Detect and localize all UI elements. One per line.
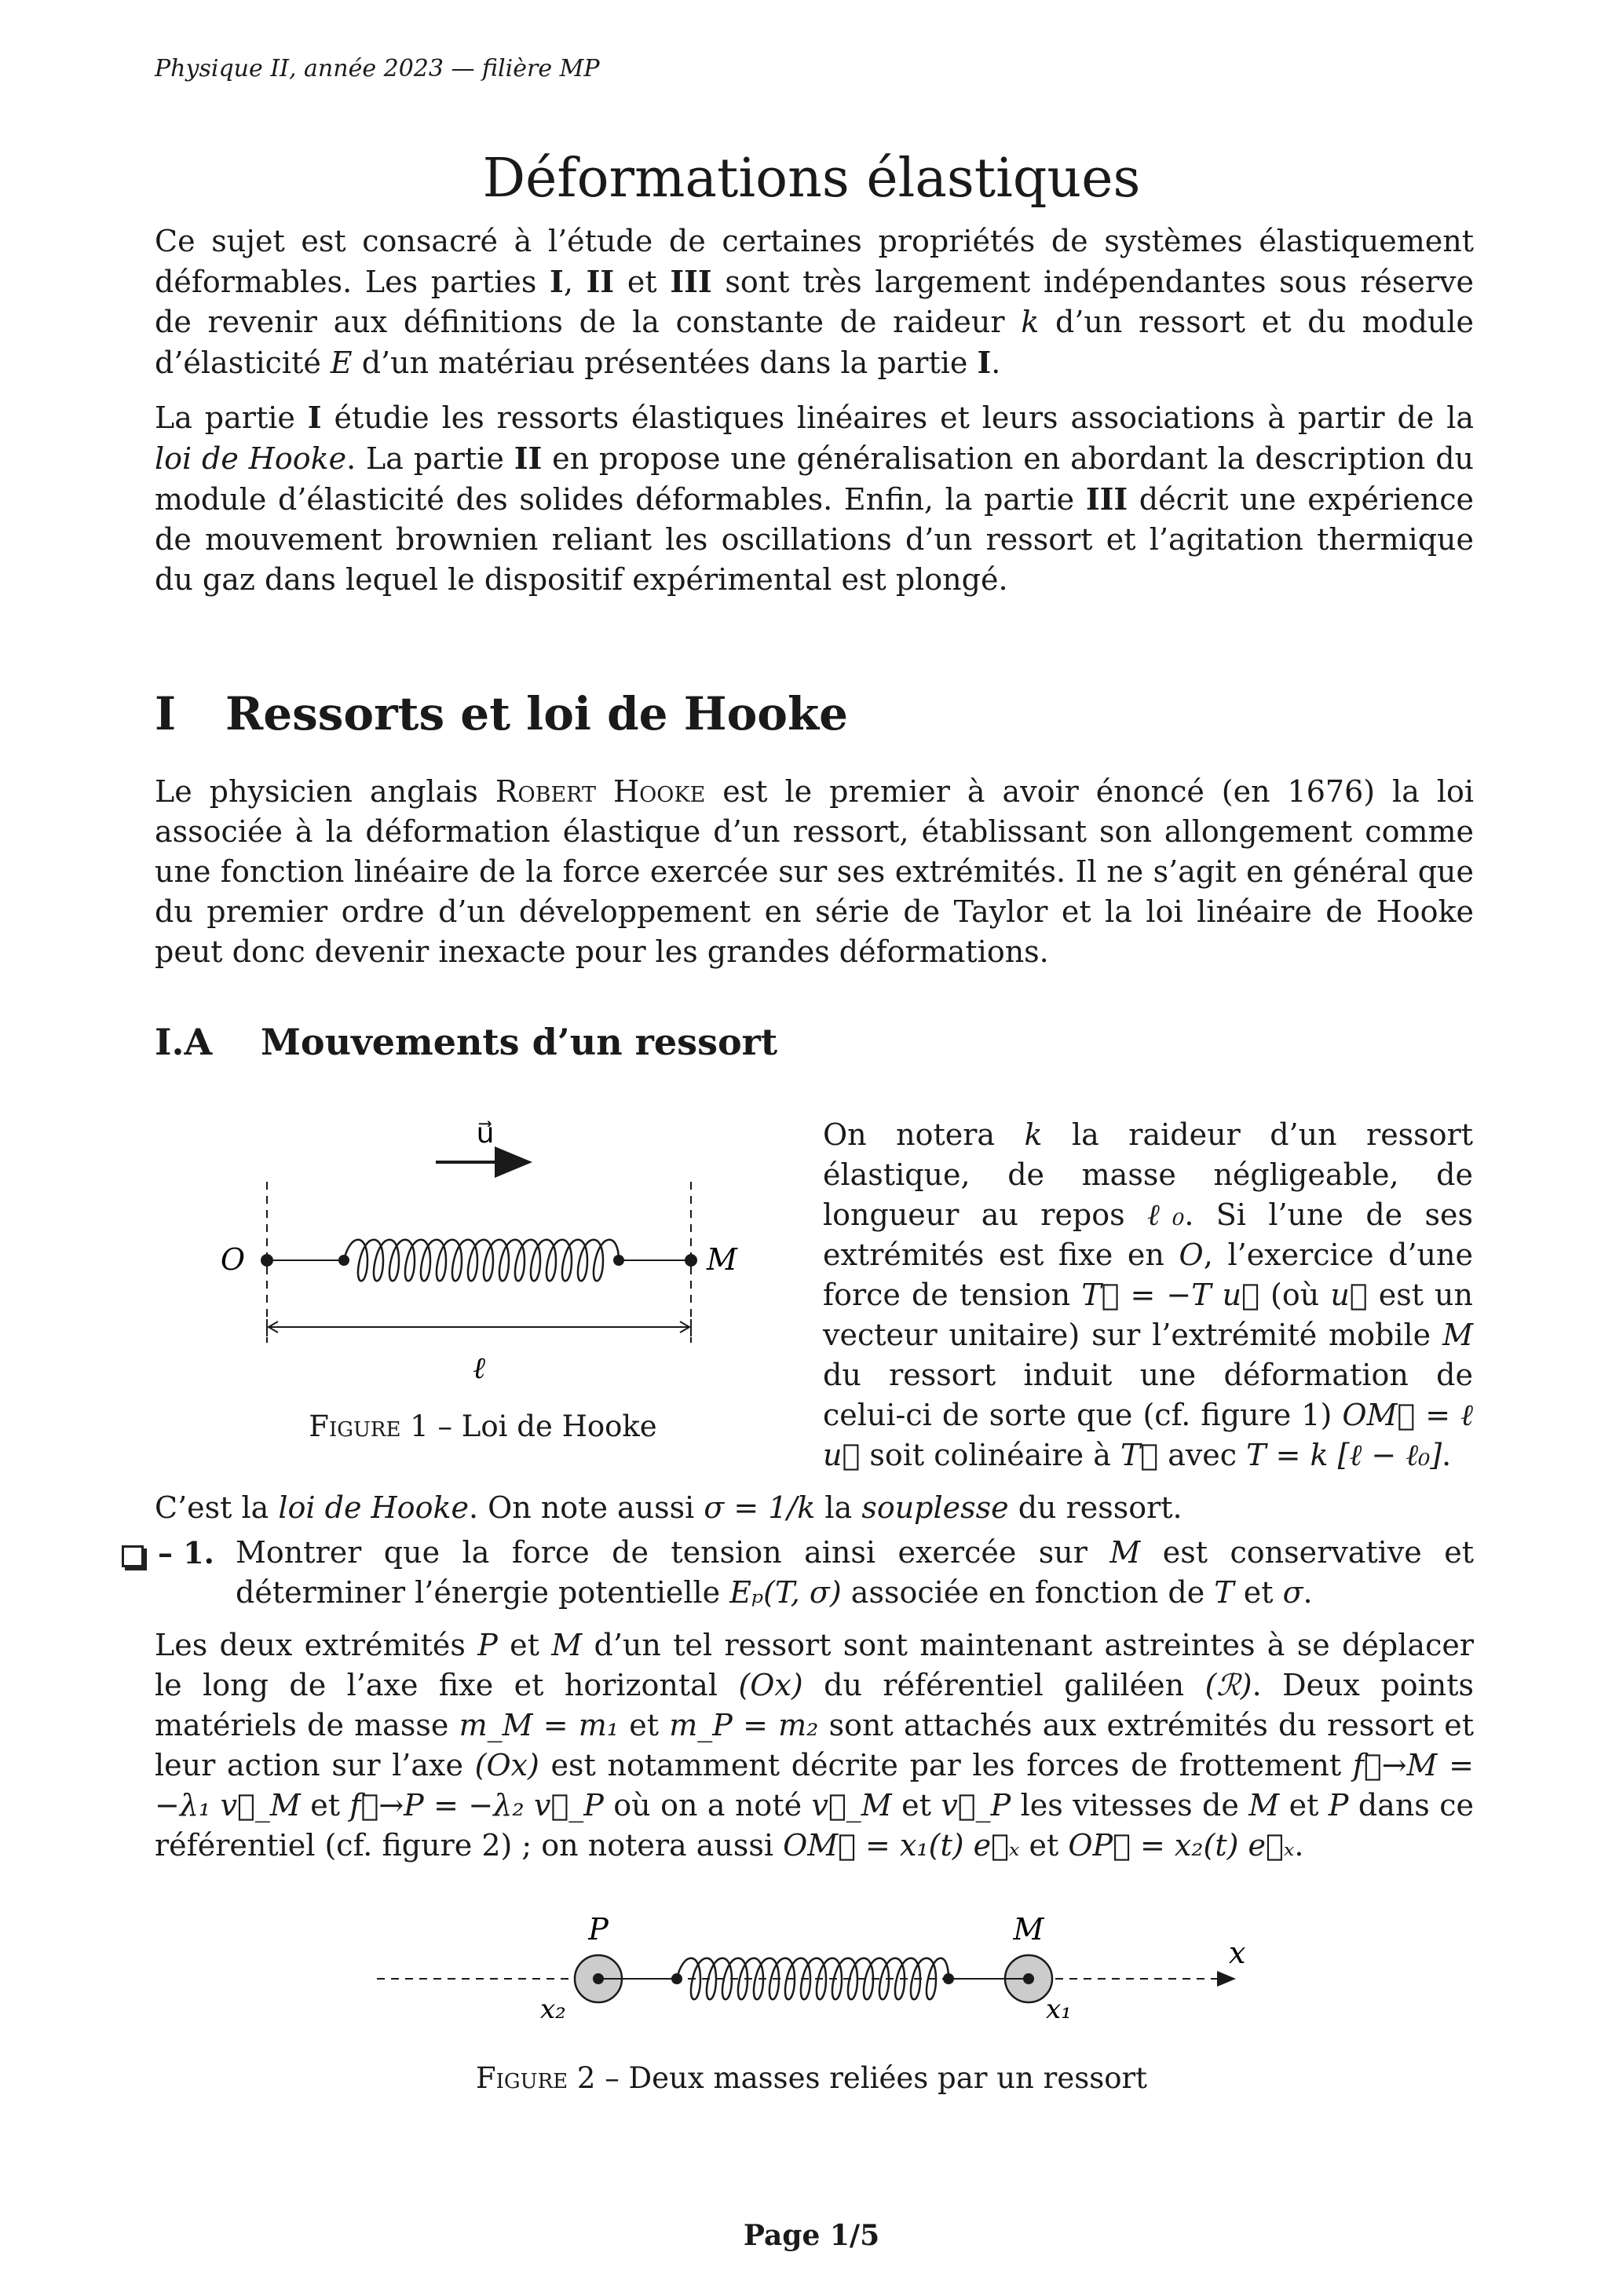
figure-1-label-O: O	[220, 1242, 245, 1277]
question-text: Montrer que la force de tension ainsi exercée sur M est conservative et déterminer l’énergie potentielle Eₚ(T, σ) associée en fonction de T et σ.	[236, 1535, 1475, 1610]
intro-paragraph-1: Ce sujet est consacré à l’étude de certaines propriétés de systèmes élastiquement déformables. Les parties I, II et III sont très largement indépendantes sous réserve de revenir aux définitions de la constante de raideur k d’un ressort et du module d’élasticité E d’un matériau présentées dans la partie I.	[155, 224, 1475, 380]
figure-1-label-u: u⃗	[476, 1117, 495, 1150]
question-number: – 1.	[158, 1535, 214, 1570]
figure-1-label-length: ℓ	[473, 1351, 485, 1385]
document-title: Déformations élastiques	[482, 148, 1141, 210]
point-M	[685, 1254, 697, 1267]
two-masses-paragraph: Les deux extrémités P et M d’un tel ressort sont maintenant astreintes à se déplacer le long de l’axe fixe et horizontal (Ox) du référentiel galiléen (ℛ). Deux points matériels de masse m_M = m₁ et m_P = m₂ sont attachés aux extrémités du ressort et leur action sur l’axe (Ox) est notamment décrite par les forces de frottement f⃗→M = −λ₁ v⃗_M et f⃗→P = −λ₂ v⃗_P où on a noté v⃗_M et v⃗_P les vitesses de M et P dans ce référentiel (cf. figure 2) ; on notera aussi OM⃗ = x₁(t) e⃗ₓ et OP⃗ = x₂(t) e⃗ₓ.	[155, 1628, 1475, 1863]
figure-2-label-P: P	[588, 1912, 609, 1947]
subsection-heading	[155, 1021, 777, 1063]
question-checkbox-icon	[122, 1545, 144, 1567]
side-paragraph: On notera k la raideur d’un ressort élastique, de masse négligeable, de longueur au repos ℓ₀. Si l’une de ses extrémités est fixe en O, l’exercice d’une force de tension T⃗ = −T u⃗ (où u⃗ est un vecteur unitaire) sur l’extrémité mobile M du ressort induit une déformation de celui-ci de sorte que (cf. figure 1) OM⃗ = ℓ u⃗ soit colinéaire à T⃗ avec T = k [ℓ − ℓ₀].	[823, 1117, 1474, 1472]
figure-2-label-M: M	[1013, 1912, 1044, 1947]
section-title: Ressorts et loi de Hooke	[225, 687, 849, 740]
subsection-title: Mouvements d’un ressort	[261, 1021, 778, 1063]
point-O	[261, 1254, 273, 1267]
spring-coil	[344, 1240, 619, 1281]
figure-2-label-x2: x₂	[540, 1994, 566, 2025]
section-number: I	[155, 687, 177, 740]
intro-paragraph-2: La partie I étudie les ressorts élastiques linéaires et leurs associations à partir de la loi de Hooke. La partie II en propose une généralisation en abordant la description du module d’élasticité des solides déformables. Enfin, la partie III décrit une expérience de mouvement brownien reliant les oscillations d’un ressort et l’agitation thermique du gaz dans lequel le dispositif expérimental est plongé.	[155, 400, 1474, 597]
figure-2-caption: Figure 2 – Deux masses reliées par un ressort	[475, 2061, 1148, 2095]
hooke-law-sentence: C’est la loi de Hooke. On note aussi σ = 1/k la souplesse du ressort.	[155, 1490, 1183, 1525]
section-paragraph: Le physicien anglais Robert Hooke est le premier à avoir énoncé (en 1676) la loi associée à la déformation élastique d’un ressort, établissant son allongement comme une fonction linéaire de la force exercée sur ses extrémités. Il ne s’agit en général que du premier ordre d’un développement en série de Taylor et la loi linéaire de Hooke peut donc devenir inexacte pour les grandes déformations.	[155, 774, 1475, 969]
subsection-number: I.A	[155, 1021, 213, 1063]
section-heading	[155, 687, 848, 740]
figure-2-label-x: x	[1229, 1936, 1246, 1970]
page-number: Page 1/5	[743, 2219, 880, 2252]
figure-1-caption: Figure 1 – Loi de Hooke	[309, 1409, 657, 1443]
spring-end-left	[338, 1255, 349, 1266]
question-1	[122, 1533, 1474, 1613]
figure-2-label-x1: x₁	[1046, 1994, 1072, 2025]
figure-1-label-M: M	[707, 1242, 737, 1277]
spring-end-right	[613, 1255, 624, 1266]
figure-2-two-masses-diagram	[369, 1900, 1256, 2034]
running-header: Physique II, année 2023 — filière MP	[155, 55, 600, 82]
figure-1-hooke-diagram	[196, 1107, 769, 1453]
